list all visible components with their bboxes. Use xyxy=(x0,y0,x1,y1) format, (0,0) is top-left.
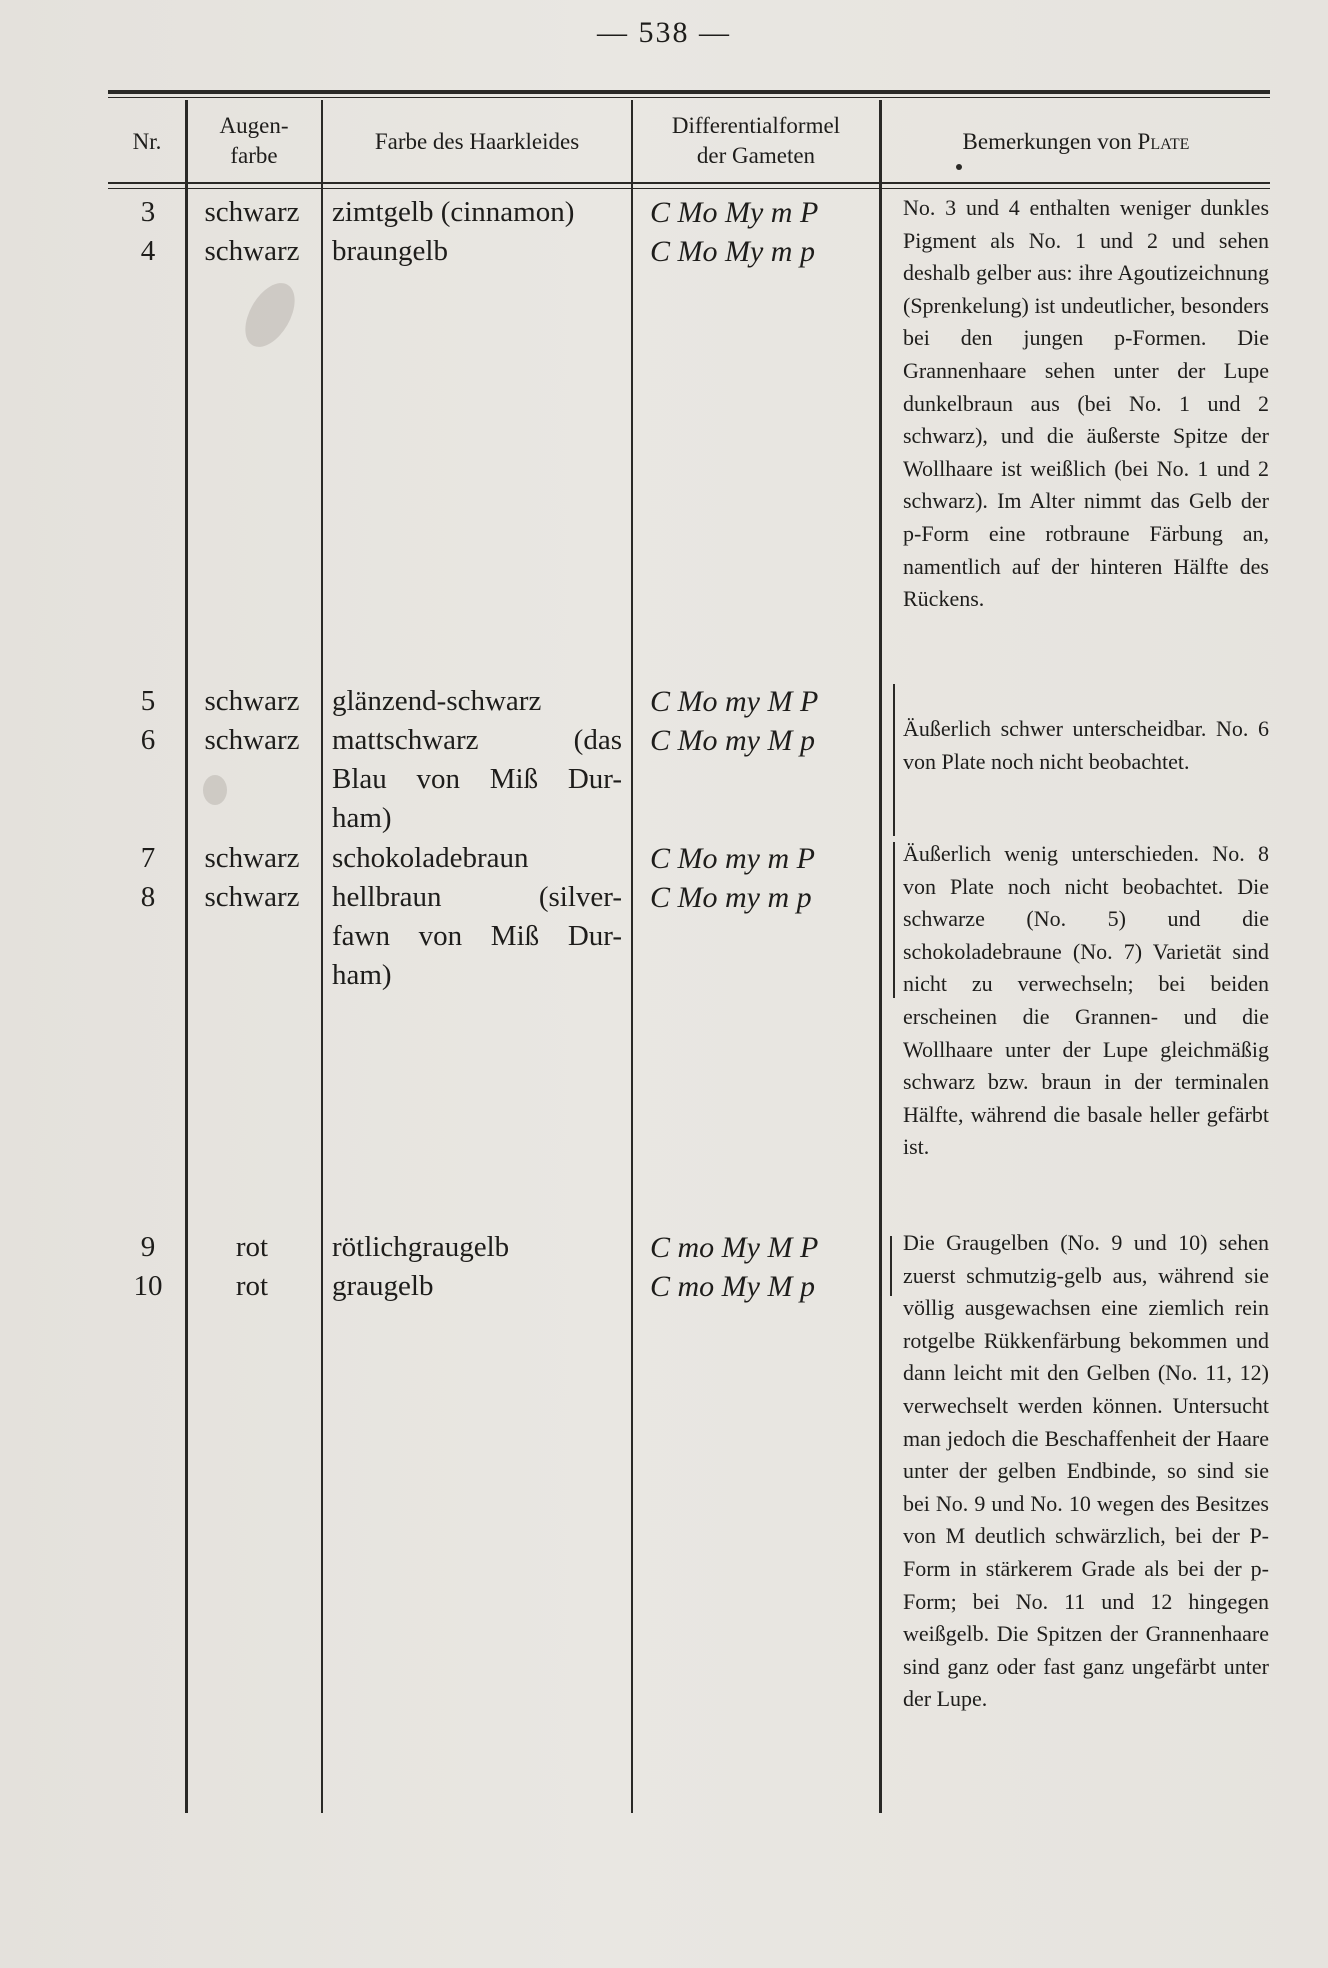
gamete-formula: C Mo my m p xyxy=(650,881,812,914)
remark-rows-5-6: Äußerlich schwer unterscheidbar. No. 6 von Plate noch nicht beobachtet. xyxy=(903,716,1269,774)
header-remarks xyxy=(882,127,1270,157)
fur-color: rötlichgraugelb xyxy=(332,1231,510,1263)
remark-rows-9-10: Die Graugelben (No. 9 und 10) sehen zuerst schmutzig-gelb aus, während sie völlig ausgewachsen eine ziemlich rein rotgelbe Rükkenfärbung bekommen und dann leicht mit den Gelben (No. 11, 12) verwechselt werden können. Untersucht man jedoch die Beschaffenheit der Haare unter der gelben Endbinde, so sind sie bei No. 9 und No. 10 wegen des Besitzes von M deutlich schwärzlich, bei der P-Form in stärkerem Grade als bei der p-Form; bei No. 11 und 12 hingegen weißgelb. Die Spitzen der Grannenhaare sind ganz oder fast ganz ungefärbt unter der Lupe. xyxy=(903,1230,1269,1712)
eye-color: rot xyxy=(235,1270,269,1302)
remark-rows-7-8: Äußerlich wenig unterschieden. No. 8 von Plate noch nicht beobachtet. Die schwarze (No. 5) und die schokoladebraune (No. 7) Varietät sind nicht zu verwechseln; bei beiden erscheinen die Grannen- und die Wollhaare unter der Lupe gleichmäßig schwarz bzw. braun in der terminalen Hälfte, während die basale heller gefärbt ist. xyxy=(903,841,1269,1160)
author-name: Plate xyxy=(1137,129,1190,154)
fur-color-line: Blau von Miß Dur- xyxy=(332,763,622,795)
eye-color: schwarz xyxy=(204,724,300,756)
fur-color: graugelb xyxy=(332,1270,434,1302)
row-number: 5 xyxy=(140,685,156,717)
row-number: 4 xyxy=(140,235,156,267)
bracket-rows-5-6 xyxy=(893,684,895,836)
table-top-rule xyxy=(108,90,1270,94)
stain-mark xyxy=(235,275,305,356)
gamete-formula: C Mo my M P xyxy=(650,685,819,718)
fur-color-line: hellbraun (silver- xyxy=(332,881,622,913)
gamete-formula: C Mo my M p xyxy=(650,724,815,757)
header-bottom-rule-thin xyxy=(108,188,1270,189)
column-divider xyxy=(879,100,882,1813)
header-remarks-text: Bemerkungen von Plate xyxy=(962,129,1190,154)
fur-color-line: ham) xyxy=(332,802,392,834)
eye-color: schwarz xyxy=(204,685,300,717)
eye-color: schwarz xyxy=(204,235,300,267)
eye-color: schwarz xyxy=(204,196,300,228)
row-number: 7 xyxy=(140,842,156,874)
header-bottom-rule xyxy=(108,182,1270,184)
gamete-formula: C mo My M p xyxy=(650,1270,815,1303)
header-eye-color: Augen- farbe xyxy=(219,113,289,168)
row-number: 8 xyxy=(140,881,156,913)
fur-color-line: ham) xyxy=(332,959,392,991)
gamete-formula: C Mo My m p xyxy=(650,235,815,268)
header-formula: Differentialformel der Gameten xyxy=(671,113,841,168)
header-fur-color: Farbe des Haarkleides xyxy=(374,129,580,154)
eye-color: schwarz xyxy=(204,881,300,913)
header-dot-mark xyxy=(956,164,962,170)
gamete-formula: C Mo my m P xyxy=(650,842,815,875)
table-top-rule-thin xyxy=(108,97,1270,98)
gamete-formula: C Mo My m P xyxy=(650,196,819,229)
fur-color-line: fawn von Miß Dur- xyxy=(332,920,622,952)
bracket-rows-9-10 xyxy=(890,1236,892,1296)
fur-color: braungelb xyxy=(332,235,448,267)
row-number: 3 xyxy=(140,196,156,228)
column-divider xyxy=(185,100,188,1813)
column-divider xyxy=(321,100,323,1813)
fur-color: zimtgelb (cinnamon) xyxy=(332,196,575,228)
page-number: — 538 — xyxy=(597,16,731,49)
header-nr: Nr. xyxy=(132,129,162,154)
fur-color: glänzend-schwarz xyxy=(332,685,542,717)
gamete-formula: C mo My M P xyxy=(650,1231,819,1264)
remark-rows-3-4: No. 3 und 4 enthalten weniger dunkles Pigment als No. 1 und 2 und sehen deshalb gelber aus: ihre Agoutizeichnung (Sprenkelung) ist undeutlicher, besonders bei den jungen p-Formen. Die Grannenhaare sehen unter der Lupe dunkelbraun aus (bei No. 1 und 2 schwarz), und die äußerste Spitze der Wollhaare ist weißlich (bei No. 1 und 2 schwarz). Im Alter nimmt das Gelb der p-Form eine rotbraune Färbung an, namentlich auf der hinteren Hälfte des Rückens. xyxy=(903,195,1269,612)
eye-color: schwarz xyxy=(204,842,300,874)
row-number: 6 xyxy=(140,724,156,756)
bracket-rows-7-8 xyxy=(893,842,895,998)
row-number: 10 xyxy=(133,1270,163,1302)
fur-color-line: mattschwarz (das xyxy=(332,724,622,756)
column-divider xyxy=(631,100,633,1813)
eye-color: rot xyxy=(235,1231,269,1263)
row-number: 9 xyxy=(140,1231,156,1263)
stain-mark xyxy=(203,775,227,805)
fur-color: schokoladebraun xyxy=(332,842,529,874)
